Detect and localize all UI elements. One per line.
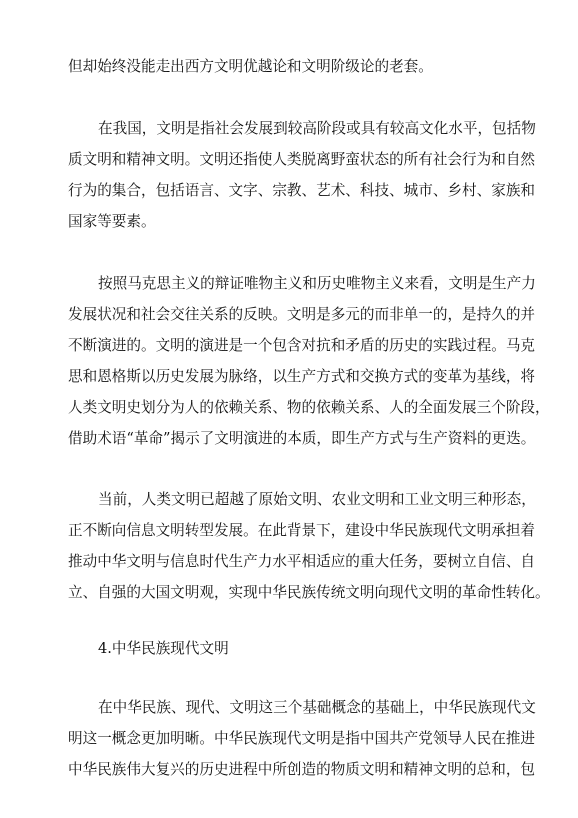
paragraph-line: 立、自强的大国文明观，实现中华民族传统文明向现代文明的革命性转化。: [68, 584, 550, 601]
paragraph-line: 不断演进的。文明的演进是一个包含对抗和矛盾的历史的实践过程。马克: [68, 337, 536, 354]
paragraph-line: 按照马克思主义的辩证唯物主义和历史唯物主义来看，文明是生产力: [98, 275, 536, 292]
paragraph-line: 质文明和精神文明。文明还指使人类脱离野蛮状态的所有社会行为和自然: [68, 151, 536, 168]
paragraph-line: 正不断向信息文明转型发展。在此背景下，建设中华民族现代文明承担着: [68, 522, 536, 539]
paragraph-line: 但却始终没能走出西方文明优越论和文明阶级论的老套。: [68, 58, 433, 75]
paragraph-line: 在我国，文明是指社会发展到较高阶段或具有较高文化水平，包括物: [98, 120, 536, 137]
paragraph-line: 推动中华文明与信息时代生产力水平相适应的重大任务，要树立自信、自: [68, 553, 536, 570]
paragraph-line: 借助术语“革命”揭示了文明演进的本质，即生产方式与生产资料的更迭。: [68, 430, 536, 447]
section-heading: 4.中华民族现代文明: [98, 640, 229, 657]
paragraph-line: 人类文明史划分为人的依赖关系、物的依赖关系、人的全面发展三个阶段，: [68, 399, 550, 416]
paragraph-line: 国家等要素。: [68, 213, 156, 230]
paragraph-line: 当前，人类文明已超越了原始文明、农业文明和工业文明三种形态，: [98, 491, 536, 508]
paragraph-line: 发展状况和社会交往关系的反映。文明是多元的而非单一的，是持久的并: [68, 306, 536, 323]
paragraph-line: 思和恩格斯以历史发展为脉络，以生产方式和交换方式的变革为基线，将: [68, 368, 536, 385]
paragraph-line: 行为的集合，包括语言、文字、宗教、艺术、科技、城市、乡村、家族和: [68, 182, 536, 199]
paragraph-line: 明这一概念更加明晰。中华民族现代文明是指中国共产党领导人民在推进: [68, 730, 536, 747]
paragraph-line: 中华民族伟大复兴的历史进程中所创造的物质文明和精神文明的总和，包: [68, 761, 536, 778]
paragraph-line: 在中华民族、现代、文明这三个基础概念的基础上，中华民族现代文: [98, 699, 536, 716]
